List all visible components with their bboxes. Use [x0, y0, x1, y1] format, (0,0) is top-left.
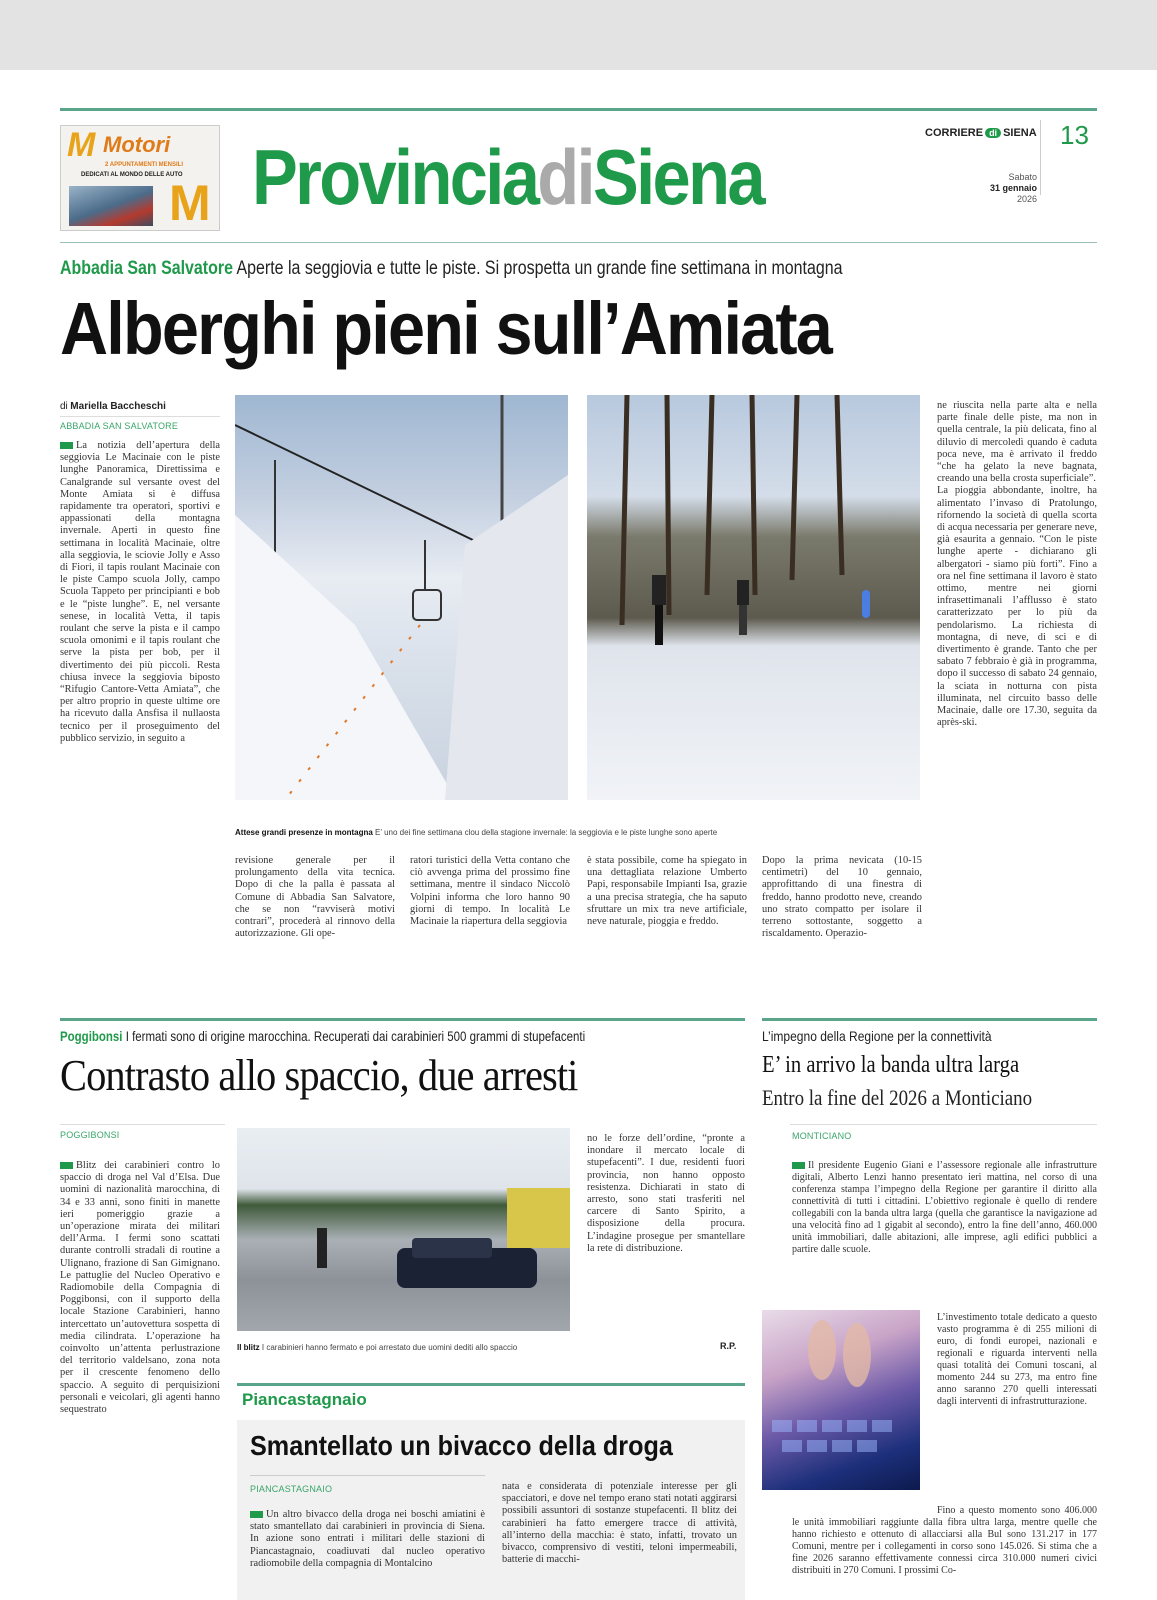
year: 2026	[1016, 194, 1037, 204]
carabinieri-illustration	[237, 1128, 570, 1331]
main-col-5: Dopo la prima nevicata (10-15 centimetri) del 10 gennaio, approfittando di una finestra di freddo, hanno prodotto neve, creando uno strato compatto per isolare il terreno sottostante, soggetto a riscaldamento. Operazio-	[762, 855, 922, 940]
poggibonsi-headline[interactable]: Contrasto allo spaccio, due arresti	[60, 1051, 578, 1100]
byline-prefix: di	[60, 401, 68, 412]
chairlift-photo[interactable]	[235, 395, 568, 800]
main-col-1	[60, 440, 220, 975]
broadband-body-2: L’investimento totale dedicato a questo vasto programma è di 255 milioni di euro, di fondi europei, nazionali e regionali e riguarda interventi nella quasi totalità dei Comuni toscani, al momento 244 su 273, ma entro fine anno saranno 270 quelli interessati dagli interventi di infrastrutturazione.	[937, 1312, 1097, 1407]
motori-line2: DEDICATI AL MONDO DELLE AUTO	[81, 172, 183, 178]
poggibonsi-col-1-text: Blitz dei carabinieri contro lo spaccio di droga nel Val d’Elsa. Due uomini di nazionalità marocchina, di 34 e 33 anni, sono finiti in manette ieri pomeriggio grazie a un’operazione mirata dei militari dell’Arma. I fermi sono scattati durante controlli stradali di routine a Ulignano, frazione di San Gimignano. Le pattuglie del Nucleo Operativo e Radiomobile della Compagnia di Poggibonsi, con il supporto della locale Stazione Carabinieri, hanno intercettato un’autovettura sospetta di media cilindrata. L’operazione ha coinvolto un’attenta perlustrazione del territorio valdelsano, zona nota per il crescente fenomeno dello spaccio. A seguito di perquisizioni personali e veicolari, gli agenti hanno sequestrato	[60, 1160, 220, 1416]
broadband-byline-rule	[790, 1124, 1097, 1125]
main-kicker	[60, 258, 842, 280]
poggibonsi-caption-text: I carabinieri hanno fermato e poi arrestato due uomini dediti allo spaccio	[261, 1343, 518, 1352]
bullet-icon	[250, 1511, 263, 1518]
date: 31 gennaio	[989, 183, 1037, 193]
section-title-siena: Siena	[592, 133, 763, 221]
motori-brand: Motori	[103, 132, 171, 157]
broadband-top-rule	[762, 1018, 1097, 1021]
main-photo-caption	[235, 828, 920, 837]
section-title-provincia: Provincia	[252, 133, 538, 221]
main-col-4: è stata possibile, come ha spiegato in una dettagliata relazione Umberto Papi, responsabile Impianti Isa, grazie a una precisa strategia, che ha saputo sfruttare un mix tra neve artificiale, neve naturale, pioggia e freddo.	[587, 855, 747, 928]
piancastagnaio-col-2: nata e considerata di potenziale interesse per gli spacciatori, e dove nel tempo erano stati notati aggirarsi possibili assuntori di sostanze stupefacenti. Il blitz dei carabinieri ha fatto emergere tracce di attività, all’interno della macchia: è stato, infatti, trovato un bivacco, comprensivo di vestiti, teloni impermeabili, batterie di macchi-	[502, 1481, 737, 1566]
masthead-bottom-rule	[60, 242, 1097, 243]
main-kicker-location: Abbadia San Salvatore	[60, 258, 233, 279]
main-byline	[60, 401, 220, 412]
main-caption-bold: Attese grandi presenze in montagna	[235, 828, 373, 837]
chairlift-illustration	[235, 395, 568, 800]
piancastagnaio-place: PIANCASTAGNAIO	[250, 1484, 333, 1494]
poggibonsi-kicker-location: Poggibonsi	[60, 1028, 123, 1044]
motori-cars-image	[69, 186, 153, 226]
main-kicker-text: Aperte la seggiovia e tutte le piste. Si prospetta un grande fine settimana in montagna	[236, 258, 843, 279]
poggibonsi-col-2: no le forze dell’ordine, “pronte a inondare il mercato locale di stupefacenti”. I due, residenti fuori provincia, non hanno opposto resistenza. Dichiarati in stato di arresto, sono stati trasferiti nel carcere di Santo Spirito, a disposizione della procura. L’indagine prosegue per smantellare la rete di distribuzione.	[587, 1133, 745, 1254]
skiers-photo[interactable]	[587, 395, 920, 800]
main-col-6-para-1: ne riuscita nella parte alta e nella parte finale delle piste, ma non in quella centrale, la più delicata, fino al diluvio di mercoledì quando è caduta poca neve, ma è arrivato il freddo “che ha gelato la neve bagnata, creando una bella crosta superficiale”.	[937, 400, 1097, 485]
newspaper-name: CORRIERE	[925, 127, 984, 139]
motori-line1: 2 APPUNTAMENTI MENSILI	[105, 162, 184, 168]
motori-ad[interactable]	[60, 125, 220, 231]
page-number: 13	[1060, 120, 1089, 150]
section-title-di: di	[537, 133, 593, 221]
broadband-body-1-text: Il presidente Eugenio Giani e l’assessore regionale alle infrastrutture digitali, Alberto Lenzi hanno presentato ieri mattina, nel corso di una conferenza stampa l’impegno della Regione per garantire il diritto alla connettività di tutti i cittadini. L’obiettivo regionale è quello di rendere collegabili con la banda ultra larga (quella che garantisce la navigazione ad una velocità fino ad 1 gigabit al secondo), entro la fine dell’anno, 460.000 unità immobiliari, dalle abitazioni, alle imprese, agli edifici pubblici a partire dalle scuole.	[792, 1160, 1097, 1255]
bullet-icon	[792, 1162, 805, 1169]
newspaper-logo	[925, 127, 1037, 139]
author-name: Mariella Baccheschi	[70, 401, 166, 412]
bullet-icon	[60, 442, 73, 449]
newspaper-city: SIENA	[1003, 127, 1037, 139]
main-col-6	[937, 400, 1097, 729]
broadband-kicker: L’impegno della Regione per la connettività	[762, 1028, 992, 1044]
top-rule	[60, 108, 1097, 111]
poggibonsi-top-rule	[60, 1018, 745, 1021]
section-title	[252, 132, 763, 222]
broadband-subheadline: Entro la fine del 2026 a Monticiano	[762, 1085, 1033, 1110]
main-col-6-para-2: La pioggia abbondante, inoltre, ha alimentato l’invaso di Pratolungo, rifornendo la società di quella scorta di acqua necessaria per generare neve, già esaurita a gennaio. “Con le piste lunghe aperte - dichiarano gli albergatori - siamo più forti”. Fino a ora nel fine settimana il lavoro è stato ottimo, mentre nei giorni infrasettimanali l’afflusso è stato caratterizzato per lo più da pendolarismo. La richiesta di montagna, di neve, di sci e di divertimento è grande. Tanto che per sabato 7 febbraio è già in programma, dopo il successo di sabato 24 gennaio, la sciata in notturna con pista illuminata, nel circuito basso delle Macinaie, dalle ore 17.30, seguita da après-ski.	[937, 485, 1097, 729]
poggibonsi-caption-bold: Il blitz	[237, 1343, 260, 1352]
piancastagnaio-headline[interactable]: Smantellato un bivacco della droga	[250, 1430, 673, 1461]
piancastagnaio-col-1-text: Un altro bivacco della droga nei boschi amiatini è stato smantellato dai carabinieri in provincia di Siena. In azione sono entrati i militari delle stazioni di Piancastagnaio, coadiuvati dal nucleo operativo radiomobile della compagnia di Montalcino	[250, 1509, 485, 1569]
main-place: ABBADIA SAN SALVATORE	[60, 421, 179, 431]
date-block	[945, 172, 1037, 205]
broadband-headline[interactable]: E’ in arrivo la banda ultra larga	[762, 1052, 1020, 1078]
poggibonsi-place: POGGIBONSI	[60, 1130, 120, 1140]
poggibonsi-signature: R.P.	[720, 1341, 737, 1351]
newspaper-logo-badge: di	[985, 128, 1001, 138]
keyboard-photo[interactable]	[762, 1310, 920, 1490]
broadband-body-3: Fino a questo momento sono 406.000 le unità immobiliari raggiunte dalla fibra ultra larga, mentre quelle che hanno richiesto e ottenuto di allacciarsi alla Bul sono 131.217 in 177 Comuni, mentre per i collegamenti in corso sono 145.026. Si stima che a fine 2026 saranno effettivamente connessi circa 310.000 numeri civici distribuiti in 270 Comuni. I prossimi Co-	[792, 1505, 1097, 1576]
motori-logo-letter: M	[67, 126, 96, 164]
main-headline[interactable]: Alberghi pieni sull’Amiata	[60, 287, 832, 370]
bullet-icon	[60, 1162, 73, 1169]
keyboard-illustration	[762, 1310, 920, 1490]
broadband-body-1	[792, 1160, 1097, 1256]
poggibonsi-kicker-text: I fermati sono di origine marocchina. Recuperati dai carabinieri 500 grammi di stupefacenti	[125, 1028, 586, 1044]
piancastagnaio-section-label: Piancastagnaio	[242, 1390, 367, 1409]
motori-logo-letter-large: M	[169, 175, 211, 231]
piancastagnaio-top-rule	[237, 1383, 745, 1386]
poggibonsi-byline-rule	[60, 1124, 225, 1125]
weekday: Sabato	[1008, 172, 1037, 182]
poggibonsi-photo-caption	[237, 1343, 570, 1352]
poggibonsi-col-1	[60, 1160, 220, 1600]
poggibonsi-kicker	[60, 1028, 585, 1044]
viewer-top-bar	[0, 0, 1157, 70]
piancastagnaio-byline-rule	[250, 1475, 485, 1476]
byline-rule	[60, 416, 220, 417]
main-col-2: revisione generale per il prolungamento della vita tecnica. Dopo di che la palla è passata al Comune di Abbadia San Salvatore, che se non “ravviserà motivi contrari”, procederà al rinnovo della autorizzazione. Gli ope-	[235, 855, 395, 940]
broadband-place: MONTICIANO	[792, 1131, 852, 1141]
main-caption-text: E’ uno dei fine settimana clou della stagione invernale: la seggiovia e le piste lunghe sono aperte	[375, 828, 718, 837]
piancastagnaio-col-1	[250, 1509, 485, 1600]
carabinieri-photo[interactable]	[237, 1128, 570, 1331]
skiers-illustration	[587, 395, 920, 800]
main-col-1-text: La notizia dell’apertura della seggiovia Le Macinaie con le piste lunghe Panoramica, Direttissima e Canalgrande sul versante ovest del Monte Amiata si è diffusa rapidamente tra operatori, sportivi e appassionati della montagna invernale. Aperti in questo fine settimana in località Macinaie, oltre alla seggiovia, le sciovie Jolly e Asso di Fiori, il tapis roulant Macinaie con le piste Campo scuola Jolly, campo Scuola Tappeto per principianti e bob e le “piste lunghe”. E, nel versante senese, in località Vetta, il tapis roulant che serve la pista e il campo scuola omonimi e il tapis roulant che serve la pista per bob, per il divertimento dei più piccoli. Resta chiusa invece la seggiovia biposto “Rifugio Cantore-Vetta Amiata”, che per altro proprio in queste ultime ore ha ricevuto dalla Ansfisa il nullaosta tecnico per il proseguimento del pubblico servizio, in seguito a	[60, 440, 220, 744]
main-col-3: ratori turistici della Vetta contano che ciò avvenga prima del prossimo fine settimana, mentre il sindaco Niccolò Volpini informa che loro hanno 90 giorni di tempo. In località Le Macinaie la riapertura della seggiovia	[410, 855, 570, 928]
masthead-divider	[1040, 120, 1041, 195]
